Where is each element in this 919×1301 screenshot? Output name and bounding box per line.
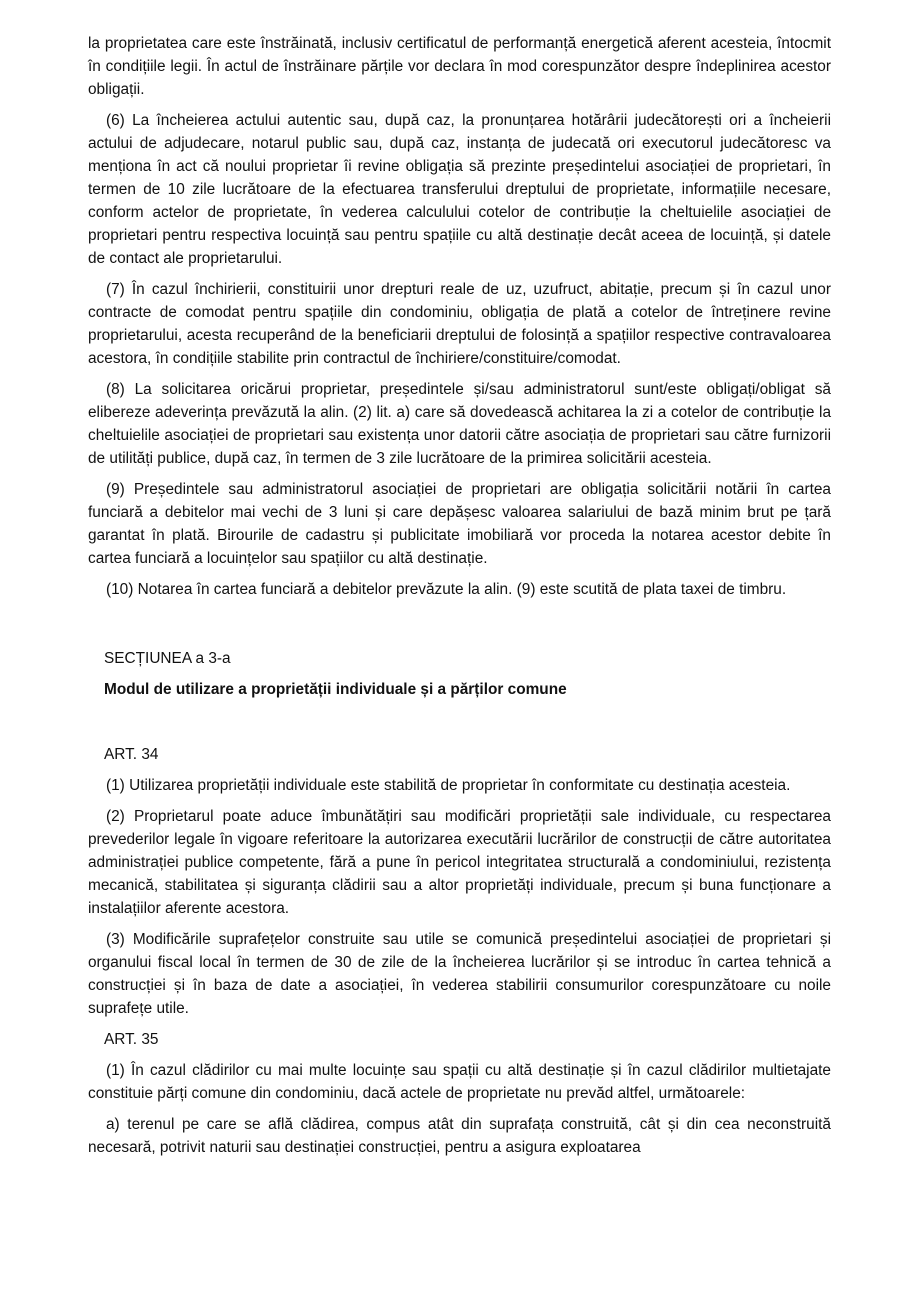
paragraph-10: (10) Notarea în cartea funciară a debitelor prevăzute la alin. (9) este scutită de plata taxei de timbru.: [106, 581, 787, 598]
art35-paragraph-a: a) terenul pe care se află clădirea, compus atât din suprafața construită, cât și din cea neconstruită necesară, potrivit naturii sau destinației construcției, pentru a asigura exploatarea: [88, 1116, 831, 1156]
article-35-label: ART. 35: [104, 1031, 159, 1048]
paragraph-6: (6) La încheierea actului autentic sau, după caz, la pronunțarea hotărârii judecătorești ori a încheierii actului de adjudecare, notarul public sau, după caz, instanța de judecată ori executorul judecătoresc va menționa în act că noului proprietar îi revine obligația să prezinte președintelui asociației de proprietari, în termen de 10 zile lucrătoare de la efectuarea transferului dreptului de proprietate, informațiile necesare, conform actelor de proprietate, în vederea calculului cotelor de contribuție la cheltuielile asociației de proprietari pentru respectiva locuință sau pentru spațiile cu altă destinație decât aceea de locuință, și datele de contact ale proprietarului.: [88, 112, 831, 267]
paragraph-8: (8) La solicitarea oricărui proprietar, președintele și/sau administratorul sunt/este obligați/obligat să elibereze adeverința prevăzută la alin. (2) lit. a) care să dovedească achitarea la zi a cotelor de contribuție la cheltuielile asociației de proprietari sau existența unor datorii către asociația de proprietari sau către furnizorii de utilități publice, după caz, în termen de 3 zile lucrătoare de la primirea solicitării acesteia.: [88, 381, 831, 467]
paragraph-7: (7) În cazul închirierii, constituirii unor drepturi reale de uz, uzufruct, abitație, precum și în cazul unor contracte de comodat pentru spațiile din condominiu, obligația de plată a cotelor de întreținere revine proprietarului, acesta recuperând de la beneficiarii dreptului de folosință a spațiilor respective contravaloarea acestora, în condițiile stabilite prin contractul de închiriere/constituire/comodat.: [88, 281, 831, 367]
paragraph: la proprietatea care este înstrăinată, inclusiv certificatul de performanță energetică aferent acesteia, întocmit în condițiile legii. În actul de înstrăinare părțile vor declara în mod corespunzător despre îndeplinirea acestor obligații.: [88, 35, 831, 98]
section-title: Modul de utilizare a proprietății individuale și a părților comune: [104, 681, 567, 698]
art35-paragraph-1: (1) În cazul clădirilor cu mai multe locuințe sau spații cu altă destinație și în cazul clădirilor multietajate constituie părți comune din condominiu, dacă actele de proprietate nu prevăd altfel, următoarele:: [88, 1062, 831, 1102]
art34-paragraph-3: (3) Modificările suprafețelor construite sau utile se comunică președintelui asociației de proprietari și organului fiscal local în termen de 30 de zile de la încheierea lucrărilor și se introduc în cartea tehnică a construcției și în baza de date a asociației, în vederea stabilirii consumurilor corespunzătoare cu noile suprafețe utile.: [88, 931, 831, 1017]
art34-paragraph-1: (1) Utilizarea proprietății individuale este stabilită de proprietar în conformitate cu destinația acesteia.: [106, 777, 791, 794]
section-label: SECȚIUNEA a 3-a: [104, 650, 231, 667]
document-page: [88, 32, 831, 1167]
paragraph-9: (9) Președintele sau administratorul asociației de proprietari are obligația solicitării notării în cartea funciară a debitelor mai vechi de 3 luni și care depășesc valoarea salariului de bază minim brut pe țară garantat în plată. Birourile de cadastru și publicitate imobiliară vor proceda la notarea acestor debite în cartea funciară a locuințelor sau spațiilor cu altă destinație.: [88, 481, 831, 567]
article-34-label: ART. 34: [104, 746, 159, 763]
art34-paragraph-2: (2) Proprietarul poate aduce îmbunătățiri sau modificări proprietății sale individuale, cu respectarea prevederilor legale în vigoare referitoare la autorizarea executării lucrărilor de construcții de către autoritatea administrației publice competente, fără a pune în pericol integritatea structurală a condominiului, rezistența mecanică, stabilitatea și siguranța clădirii sau a altor proprietăți individuale, precum și buna funcționare a instalațiilor aferente acestora.: [88, 808, 831, 917]
